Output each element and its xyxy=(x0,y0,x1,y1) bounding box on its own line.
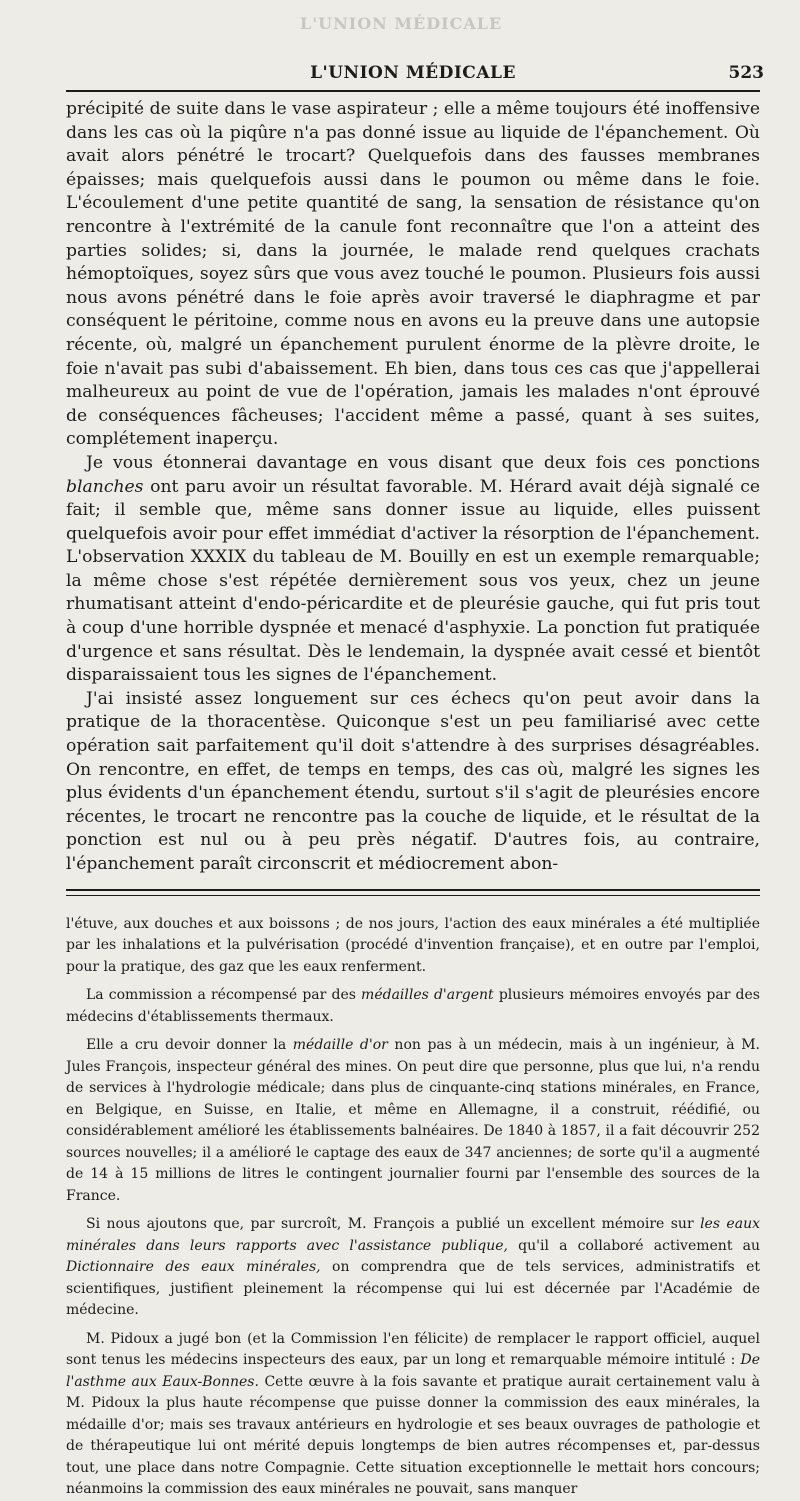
italic-term: blanches xyxy=(66,476,144,497)
italic-title: les eaux minérales dans leurs rapports avec l'assistance publique, xyxy=(66,1216,760,1254)
text-run: Elle a cru devoir donner la xyxy=(86,1037,293,1054)
footer-paragraph-1: l'étuve, aux douches et aux boissons ; de nos jours, l'action des eaux minérales a été multipliée par les inhalations et la pulvérisation (procédé d'invention française), et en outre par l'emploi, pour la pratique, des gaz que les eaux renferment. xyxy=(66,915,760,975)
text-run: M. Pidoux a jugé bon (et la Commission l'en félicite) de remplacer le rapport officiel, auquel sont tenus les médecins inspecteurs des eaux, par un long et remarquable mémoire intitulé : xyxy=(66,1330,760,1369)
text-run: non pas à un médecin, mais à un ingénieur, à M. Jules François, inspecteur général des mines. On peut dire que personne, plus que lui, n'a rendu de services à l'hydrologie médicale; dans plus de cinquante-cinq stations minérales, en France, en Belgique, en Suisse, en Italie, et même en Allemagne, il a construit, réédifié, ou considérablement amélioré les établissements balnéaires. De 1840 à 1857, il a fait découvrir 252 sources nouvelles; il a amélioré le captage des eaux de 347 anciennes; de sorte qu'il a augmenté de 14 à 15 millions de litres le contingent journalier fourni par l'ensemble des sources de la France. xyxy=(66,1037,760,1204)
text-run: qu'il a collaboré activement au xyxy=(507,1237,760,1254)
text-run: Si nous ajoutons que, par surcroît, M. François a publié un excellent mémoire sur xyxy=(86,1216,701,1233)
text-run: Je vous étonnerai davantage en vous disant que deux fois ces ponctions xyxy=(86,452,760,473)
footer-paragraph-2 xyxy=(66,985,760,1028)
main-paragraph-3: J'ai insisté assez longuement sur ces échecs qu'on peut avoir dans la pratique de la thoracentèse. Quiconque s'est un peu familiarisé avec cette opération sait parfaitement qu'il doit s'attendre à des surprises désagréables. On rencontre, en effet, de temps en temps, des cas où, malgré les signes les plus évidents d'un épanchement étendu, surtout s'il s'agit de pleurésies encore récentes, le trocart ne rencontre pas la couche de liquide, et le résultat de la ponction est nul ou à peu près négatif. D'autres fois, au contraire, l'épanchement paraît circonscrit et médiocrement abon- xyxy=(66,688,760,874)
text-run: Cette œuvre à la fois savante et pratique aurait certainement valu à M. Pidoux la plus haute récompense que puisse donner la commission des eaux minérales, la médaille d'or; mais ses travaux antérieurs en hydrologie et ses beaux ouvrages de pathologie et de thérapeutique lui ont mérité depuis longtemps de bien autres récompenses et, par-dessus tout, une place dans notre Compagnie. Cette situation exceptionnelle le mettait hors concours; néanmoins la commission des eaux minérales ne pouvait, sans manquer xyxy=(66,1373,760,1498)
page-number: 523 xyxy=(728,63,764,83)
main-text xyxy=(66,98,760,877)
italic-title: De l'asthme aux Eaux-Bonnes. xyxy=(66,1352,760,1390)
footer-separator-rule xyxy=(66,889,760,896)
show-through-text: L'UNION MÉDICALE xyxy=(300,14,503,33)
text-run: ont paru avoir un résultat favorable. M. Hérard avait déjà signalé ce fait; il semble que, même sans donner issue au liquide, elles puissent quelquefois avoir pour effet immédiat d'activer la résorption de l'épanchement. L'observation XXXIX du tableau de M. Bouilly en est un exemple remarquable; la même chose s'est répétée dernièrement sous vos yeux, chez un jeune rhumatisant atteint d'endo-péricardite et de pleurésie gauche, qui fut pris tout à coup d'une horrible dyspnée et menacé d'asphyxie. La ponction fut pratiquée d'urgence et sans résultat. Dès le lendemain, la dyspnée avait cessé et bientôt disparaissaient tous les signes de l'épanchement. xyxy=(66,476,760,686)
footer-paragraph-3 xyxy=(66,1035,760,1207)
italic-term: médaille d'or xyxy=(292,1037,388,1054)
text-run: La commission a récompensé par des xyxy=(86,987,362,1004)
main-paragraph-2 xyxy=(66,452,760,688)
main-paragraph-1: précipité de suite dans le vase aspirateur ; elle a même toujours été inoffensive dans les cas où la piqûre n'a pas donné issue au liquide de l'épanchement. Où avait alors pénétré le trocart? Quelquefois dans des fausses membranes épaisses; mais quelquefois aussi dans le poumon ou même dans le foie. L'écoulement d'une petite quantité de sang, la sensation de résistance qu'on rencontre à l'extrémité de la canule font reconnaître que l'on a atteint des parties solides; si, dans la journée, le malade rend quelques crachats hémoptoïques, soyez sûrs que vous avez touché le poumon. Plusieurs fois aussi nous avons pénétré dans le foie après avoir traversé le diaphragme et par conséquent le péritoine, comme nous en avons eu la preuve dans une autopsie récente, où, malgré un épanchement purulent énorme de la plèvre droite, le foie n'avait pas subi d'abaissement. Eh bien, dans tous ces cas que j'appellerai malheureux au point de vue de l'opération, jamais les malades n'ont éprouvé de conséquences fâcheuses; l'accident même a passé, quant à ses suites, complétement inaperçu. xyxy=(66,99,760,450)
text-run: on comprendra que de tels services, administratifs et scientifiques, justifient pleinement la récompense qui lui est décernée par l'Académie de médecine. xyxy=(66,1259,760,1319)
text-run: plusieurs mémoires envoyés par des médecins d'établissements thermaux. xyxy=(66,987,760,1025)
italic-title: Dictionnaire des eaux minérales, xyxy=(66,1259,321,1276)
journal-title: L'UNION MÉDICALE xyxy=(310,63,516,83)
footer-paragraph-5 xyxy=(66,1329,760,1501)
footer-paragraph-4 xyxy=(66,1214,760,1322)
italic-term: médailles d'argent xyxy=(361,987,494,1004)
running-header xyxy=(66,0,764,92)
footer-feuilleton xyxy=(66,914,760,1501)
